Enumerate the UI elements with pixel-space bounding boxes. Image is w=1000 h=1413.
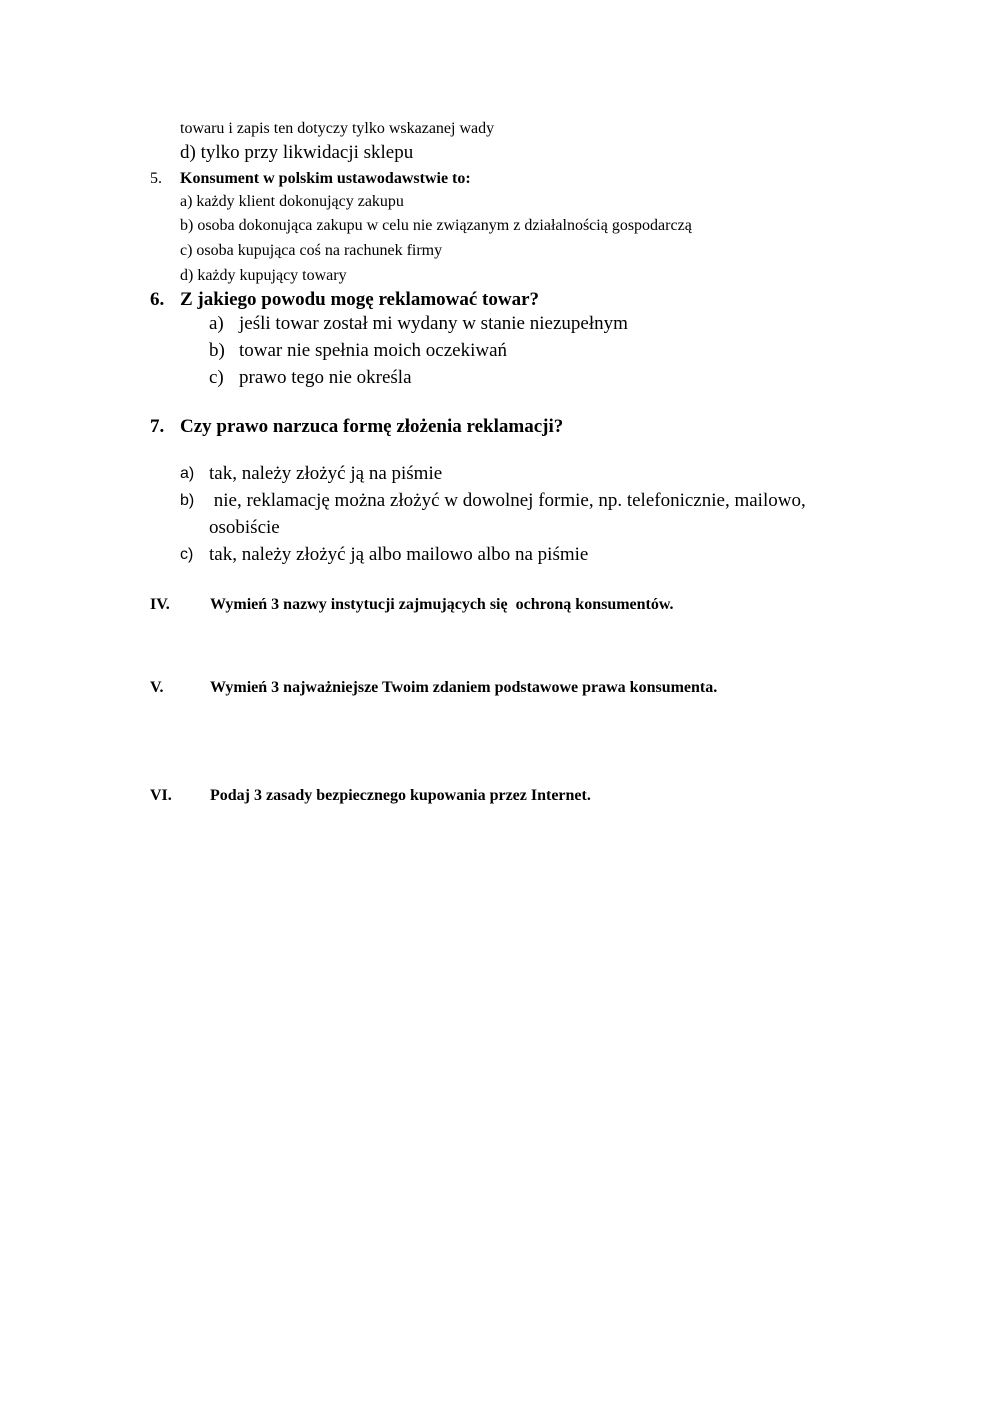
q5-number: 5. [150,170,162,187]
q7-question: Czy prawo narzuca formę złożenia reklamacji? [180,416,564,437]
q6-option-b-text: towar nie spełnia moich oczekiwań [239,340,508,361]
q5-option-a: a) każdy klient dokonujący zakupu [180,193,404,210]
q6-option-b-marker: b) [209,340,225,361]
section-v-heading: Wymień 3 najważniejsze Twoim zdaniem podstawowe prawa konsumenta. [210,679,718,696]
q6-option-a-marker: a) [209,313,224,334]
section-vi-heading: Podaj 3 zasady bezpiecznego kupowania przez Internet. [210,787,591,804]
q6-option-a-text: jeśli towar został mi wydany w stanie niezupełnym [239,313,628,334]
q4-continuation-text: towaru i zapis ten dotyczy tylko wskazanej wady [180,120,495,137]
q7-option-b-text-continued: osobiście [209,517,280,538]
section-iv-numeral: IV. [150,596,170,613]
q5-option-b: b) osoba dokonująca zakupu w celu nie związanym z działalnością gospodarczą [180,217,692,234]
q4-option-d: d) tylko przy likwidacji sklepu [180,142,414,163]
q5-option-c: c) osoba kupująca coś na rachunek firmy [180,242,443,259]
q5-question: Konsument w polskim ustawodawstwie to: [180,170,471,187]
q6-option-c-marker: c) [209,367,224,388]
q7-option-b-text: nie, reklamację można złożyć w dowolnej formie, np. telefonicznie, mailowo, [209,490,806,511]
q6-number: 6. [150,289,165,310]
q7-option-a-marker: a) [180,465,195,482]
q7-option-b-marker: b) [180,492,195,509]
q5-option-d: d) każdy kupujący towary [180,267,347,284]
q7-option-c-text: tak, należy złożyć ją albo mailowo albo na piśmie [209,544,589,565]
q7-option-c-marker: c) [180,546,194,563]
q7-number: 7. [150,416,165,437]
q6-option-c-text: prawo tego nie określa [239,367,412,388]
q6-question: Z jakiego powodu mogę reklamować towar? [180,289,540,310]
section-iv-heading: Wymień 3 nazwy instytucji zajmujących się ochroną konsumentów. [210,596,674,613]
q7-option-a-text: tak, należy złożyć ją na piśmie [209,463,443,484]
section-v-numeral: V. [150,679,164,696]
section-vi-numeral: VI. [150,787,172,804]
